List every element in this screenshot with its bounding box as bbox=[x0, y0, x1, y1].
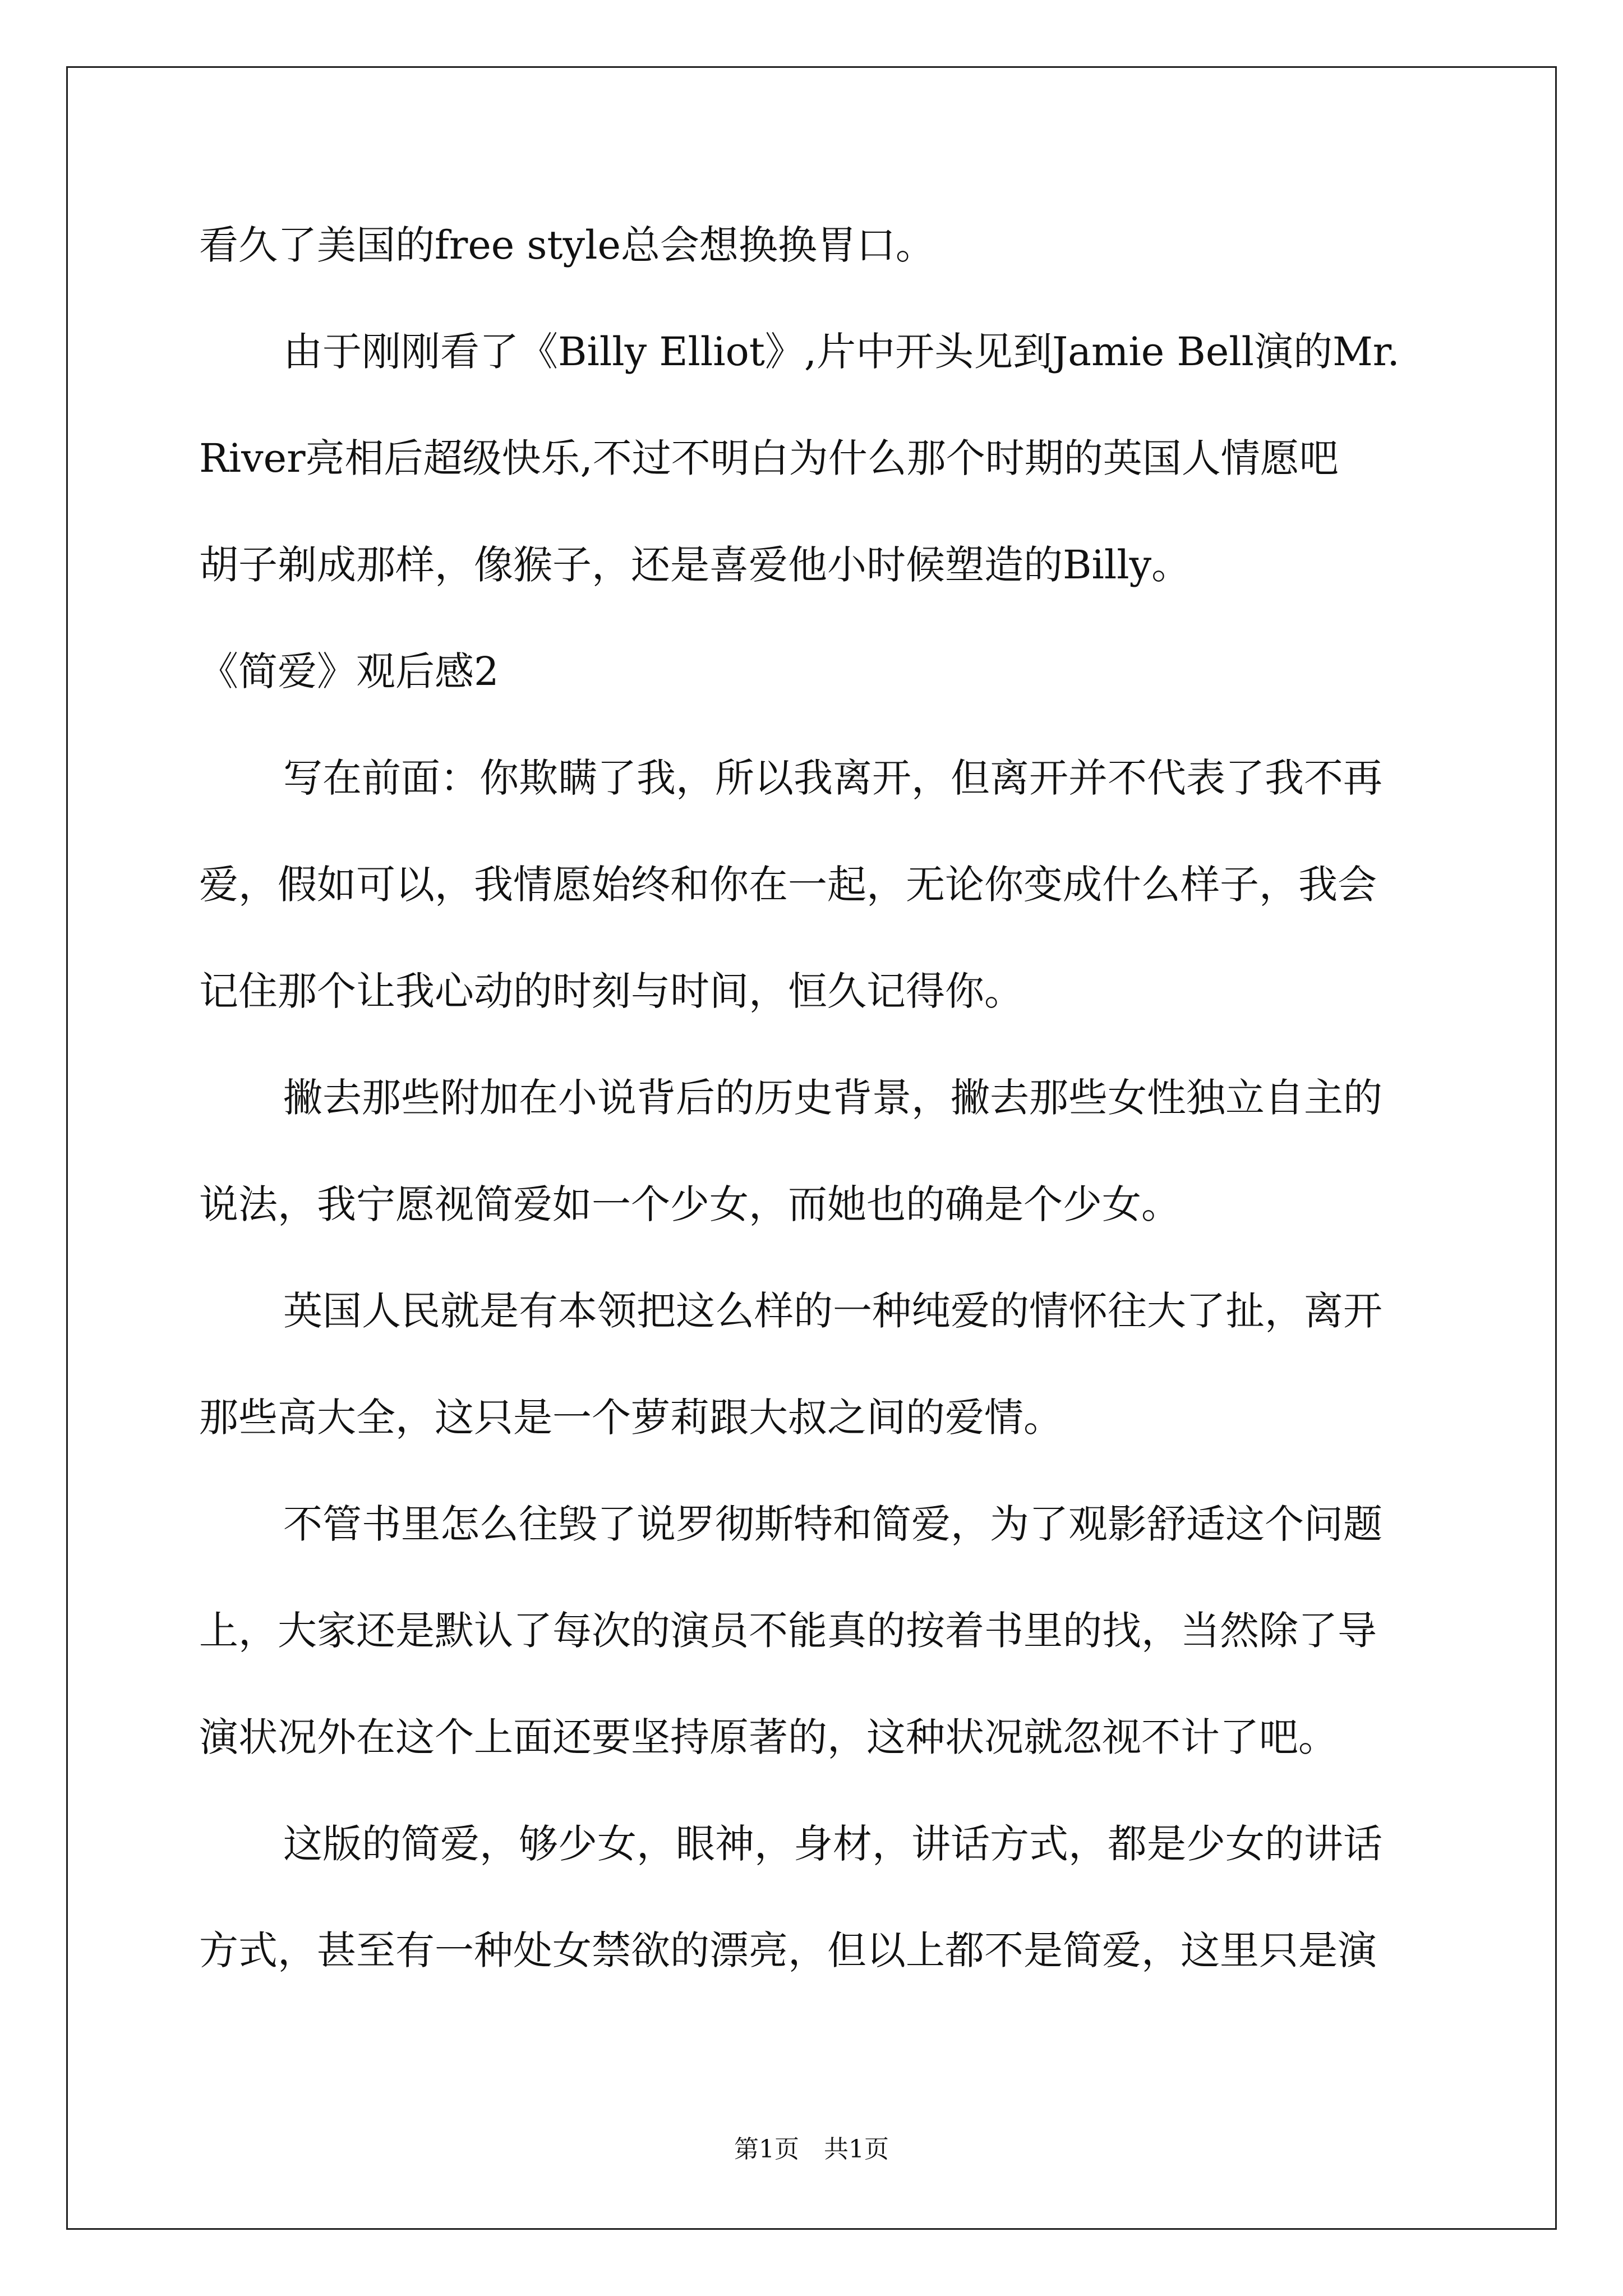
text-line: 看久了美国的free style总会想换换胃口。 bbox=[199, 222, 935, 268]
page-number-footer: 第1页 共1页 bbox=[734, 2135, 889, 2164]
text-line: 胡子剃成那样，像猴子，还是喜爱他小时候塑造的Billy。 bbox=[199, 542, 1191, 588]
text-line: 爱，假如可以，我情愿始终和你在一起，无论你变成什么样子，我会 bbox=[199, 862, 1377, 908]
section-heading: 《简爱》观后感2 bbox=[199, 648, 499, 694]
text-line: 写在前面：你欺瞒了我，所以我离开，但离开并不代表了我不再 bbox=[283, 755, 1382, 801]
text-line: 不管书里怎么往毁了说罗彻斯特和简爱，为了观影舒适这个问题 bbox=[283, 1501, 1382, 1547]
text-line: River亮相后超级快乐,不过不明白为什么那个时期的英国人情愿吧 bbox=[199, 435, 1339, 481]
text-line: 上，大家还是默认了每次的演员不能真的按着书里的找，当然除了导 bbox=[199, 1608, 1377, 1654]
page-border bbox=[66, 66, 1557, 2230]
text-line: 演状况外在这个上面还要坚持原著的，这种状况就忽视不计了吧。 bbox=[199, 1714, 1338, 1760]
text-line: 撇去那些附加在小说背后的历史背景，撇去那些女性独立自主的 bbox=[283, 1075, 1382, 1121]
text-line: 记住那个让我心动的时刻与时间，恒久记得你。 bbox=[199, 968, 1023, 1014]
text-line: 方式，甚至有一种处女禁欲的漂亮，但以上都不是简爱，这里只是演 bbox=[199, 1927, 1377, 1973]
text-line: 英国人民就是有本领把这么样的一种纯爱的情怀往大了扯，离开 bbox=[283, 1288, 1382, 1334]
text-line: 说法，我宁愿视简爱如一个少女，而她也的确是个少女。 bbox=[199, 1181, 1181, 1227]
text-line: 这版的简爱，够少女，眼神，身材，讲话方式，都是少女的讲话 bbox=[283, 1821, 1382, 1867]
text-line: 那些高大全，这只是一个萝莉跟大叔之间的爱情。 bbox=[199, 1395, 1063, 1441]
text-line: 由于刚刚看了《Billy Elliot》,片中开头见到Jamie Bell演的Mr. bbox=[283, 329, 1400, 375]
